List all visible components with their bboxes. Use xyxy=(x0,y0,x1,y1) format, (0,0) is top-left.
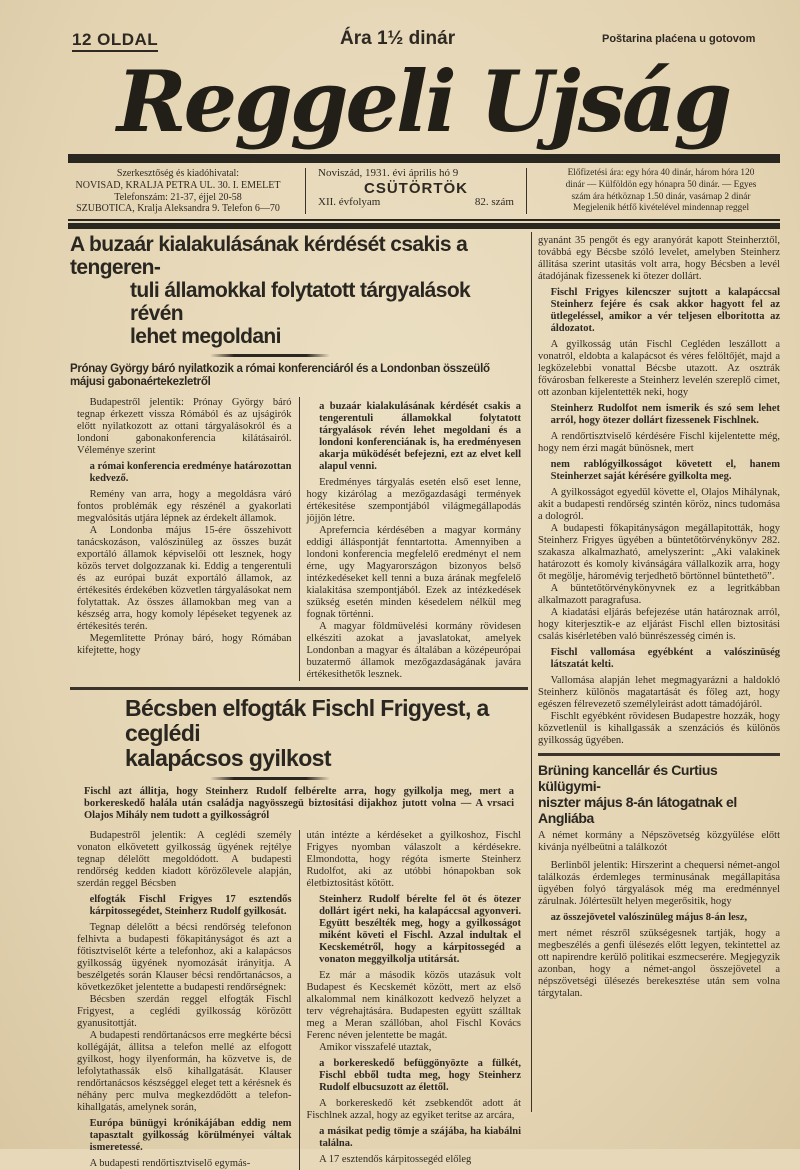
paragraph: Budapestről jelentik: Prónay György báró tegnap érkezett vissza Rómából és az ujságirók előtt nyilatkozott az ottani tárgyalásokról és a londoni gabonakonferencia kilátásairól. Véleménye szerint xyxy=(77,397,292,456)
article-headline xyxy=(70,233,528,348)
section-rule xyxy=(538,753,780,756)
article-headline xyxy=(70,696,528,771)
article-column xyxy=(70,397,299,681)
subscription-info xyxy=(536,168,786,215)
article-deck: A német kormány a Népszövetség közgyülése előtt kivánja nyélbeütni a találkozót xyxy=(538,830,780,853)
paragraph: Eredményes tárgyalás esetén első eset lenne, hogy kizárólag a mezőgazdasági termények értékesitése szempontjából világmegállapodás jöjjön létre. xyxy=(306,477,521,524)
paragraph: Ez már a második közös utazásuk volt Budapest és Kecskemét között, mert az első alkalommal nem kinálkozott kedvező helyzet a terv végrehajtására. Budapesten együtt szálltak meg a Meran szállóban, ahol Fischl Kovács Ferenc néven jelentette be magát. xyxy=(306,970,521,1041)
left-section xyxy=(70,233,528,1170)
right-section xyxy=(538,235,780,1000)
dateline: Noviszád, 1931. évi április hó 9 xyxy=(318,167,459,179)
emphasized-paragraph: Európa bünügyi krónikájában eddig nem tapasztalt gyilkosság körülményei váltak ismeretessé. xyxy=(89,1118,292,1153)
emphasized-paragraph: Fischl vallomása egyébként a valószinüség látszatát kelti. xyxy=(550,647,780,670)
subscription-line: Megjelenik hétfő kivételével mindennap reggel xyxy=(572,203,750,214)
issue-number: 82. szám xyxy=(474,195,514,208)
masthead-logo: Reggeli Ujság xyxy=(116,52,730,151)
headline-line: Brüning kancellár és Curtius külügymi- xyxy=(538,762,718,794)
paragraph: A gyilkosság után Fischl Cegléden leszállott a vonatról, eldobta a kalapácsot és véres felöltőjét, majd a legközelebbi vonattal Bécsbe utazott. Az osztrák fővárosban felkereste a Steinherz levelén szereplő cimet, ott azonban kijelentették neki, hogy xyxy=(538,339,780,398)
paragraph: A kiadatási eljárás befejezése után határoznak arról, hogy kiterjesztik-e az eljárást Fischl ellen biztositási csalás kisérletében való bünrészesség cimén is. xyxy=(538,607,780,642)
section-rule xyxy=(70,687,528,690)
paragraph: A budapesti rendőrtisztviselő egymás- xyxy=(89,1158,251,1169)
paragraph: A büntetőtörvénykönyvnek ez a legritkábban alkalmazott paragrafusa. xyxy=(538,583,780,606)
volume: XII. évfolyam xyxy=(318,195,381,208)
paragraph: Vallomása alapján lehet megmagyarázni a haldokló Steinherz különös magatartását és főleg azt, hogy egészen félrevezető személyleirást adott támadójáról. xyxy=(538,675,780,710)
editorial-line: Telefonszám: 21-37, éjjel 20-58 xyxy=(114,191,242,203)
emphasized-paragraph: a buzaár kialakulásának kérdését csakis a tengerentuli államokkal folytatott tárgyalások révén lehet megoldani és a londoni konferenciának is, ha eredményesen akarja müködését befejezni, ezt az elvet kell alapul venni. xyxy=(319,401,521,472)
article-column xyxy=(538,235,780,747)
editorial-line: NOVISAD, KRALJA PETRA UL. 30. I. EMELET xyxy=(75,179,281,191)
article-column xyxy=(299,830,529,1170)
emphasized-paragraph: a római konferencia eredménye határozottan kedvező. xyxy=(89,461,292,484)
paragraph: A Londonba május 15-ére összehivott tanácskozáson, valószinüleg az összes buzát exportáló államok képviselői ott lesznek, hogy közös tervet dolgozzanak ki. Eddig a tengerentuli és az európai buzát exportáló államok, az értékesités érdekében közvetlen tárgyalásokat nem folytattak. Az összes államokban meg van a készség arra, hogy komoly lépéseket tegyenek az értékesités terén. xyxy=(77,525,292,632)
header-bar xyxy=(68,223,780,229)
divider xyxy=(526,168,527,214)
editorial-line: Szerkesztőség és kiadóhivatal: xyxy=(116,168,240,179)
paragraph: Budapestről jelentik: A ceglédi személy vonaton elkövetett gyilkosság ügyének rejtélye tegnap délelőtt megoldódott. A budapesti rendőrség kedden kiadott körözőlevele alapján, szerdán reggel Bécsben xyxy=(77,830,292,889)
editorial-line: SZUBOTICA, Kralja Aleksandra 9. Telefon 6—70 xyxy=(76,203,280,215)
paragraph: Remény van arra, hogy a megoldásra váró fontos problémák egy részénél a gyakorlati megvalósitás utjára lépnek az érdekelt államok. xyxy=(77,489,292,524)
headline-line: tuli államokkal folytatott tárgyalások révén xyxy=(130,279,471,325)
subscription-line: Előfizetési ára: egy hóra 40 dinár, három hóra 120 xyxy=(567,168,755,178)
subscription-line: dinár — Külföldön egy hónapra 50 dinár. — Egyes xyxy=(565,179,757,190)
emphasized-paragraph: Steinherz Rudolfot nem ismerik és szó sem lehet arról, hogy ötezer dollárt fizessenek Fischlnek. xyxy=(550,403,780,426)
article-column xyxy=(299,397,529,681)
paragraph: A magyar földmüvelési kormány rövidesen elkésziti azokat a javaslatokat, amelyek Londonban a magyar és általában a középeurópai buzatermő államok mezőgazdaságának javára értékesithetők lesznek. xyxy=(306,621,521,680)
paragraph: után intézte a kérdéseket a gyilkoshoz, Fischl Frigyes nyomban válaszolt a kérdésekre. Elmondotta, hogy régóta ismerte Steinherz Rudolfot, aki az utóbbi hónapokban sok életbiztositást kötött. xyxy=(306,830,521,889)
paragraph: A gyilkosságot egyedül követte el, Olajos Mihálynak, akit a budapesti rendőrség szintén köröz, nincs tudomása a dologról. xyxy=(538,487,780,522)
paragraph: A borkereskedő két zsebkendőt adott át Fischlnek azzal, hogy az egyiket teritse az arcára, xyxy=(306,1098,521,1121)
weekday: CSÜTÖRTÖK xyxy=(364,179,468,197)
ornament-rule xyxy=(210,354,330,357)
paragraph: Fischlt egyébként rövidesen Budapestre hozzák, hogy közvetlenül is kihallgassák a szenzációs és különös gyilkosság ügyében. xyxy=(538,711,780,746)
article-column xyxy=(70,830,299,1170)
paragraph: A 17 esztendős kárpitossegéd előleg xyxy=(319,1154,472,1165)
article-subhead xyxy=(70,363,528,389)
masthead-bar xyxy=(68,154,780,163)
paragraph: Megemlitette Prónay báró, hogy Rómában kifejtette, hogy xyxy=(77,633,292,656)
paragraph: Bécsben szerdán reggel elfogták Fischl Frigyest, a ceglédi gyilkosság körözött gyanusitottját. xyxy=(77,994,292,1029)
emphasized-paragraph: Steinherz Rudolf bérelte fel öt és ötezer dollárt igért neki, ha kalapáccsal agyonveri. Együtt beszélték meg, hogy a gyilkosságot miként követi el Fischl. Azzal indultak el Kecskemétről, hogy a kárpitossegéd a vonaton meggyilkolja utitársát. xyxy=(319,894,521,965)
paragraph: A budapesti rendőrtanácsos erre megkérte bécsi kollégáját, állitsa a telefon mellé az elfogott gyilkost, hogy ilyenformán, ha közvetve is, de lefolytathassák első kihallgatását. Klauser rendőrtanácsos készséggel eleget tett a kérésnek és néhány perc mulva megkezdődött a telefon-kihallgatás, amelynek során, xyxy=(77,1030,292,1113)
paragraph: A rendőrtisztviselő kérdésére Fischl kijelentette még, hogy nem érzi magát bünösnek, mert xyxy=(538,431,780,454)
issue-info xyxy=(318,168,514,209)
article-column xyxy=(538,860,780,1000)
column-divider xyxy=(531,232,532,1112)
headline-line: kalapácsos gyilkost xyxy=(125,745,331,771)
subhead-line: májusi gabonaértekezletről xyxy=(70,376,211,388)
emphasized-paragraph: nem rablógyilkosságot követett el, hanem Steinherzet saját kérésére gyilkolta meg. xyxy=(550,459,780,482)
headline-line: lehet megoldani xyxy=(130,325,281,348)
paragraph: A budapesti főkapitányságon megállapitották, hogy Steinherz Frigyes ügyében a büntetőtörvénykönyv 282. szakasza alkalmazható, amelyszerint: „Aki valakinek határozott és komoly kivánságára vállalkozik arra, hogy őt megölje, háromévig terjedhető börtönnel büntethető”. xyxy=(538,523,780,582)
headline-line: niszter május 8-án látogatnak el Angliába xyxy=(538,794,737,826)
subscription-line: szám ára hétköznap 1.50 dinár, vasárnap 2 dinár xyxy=(571,191,751,202)
paragraph: gyanánt 35 pengőt és egy aranyórát kapott Steinherztől, továbbá egy Bécsbe szóló levelet, amelyben Steinherz állitása szerint utasitás volt arra, hogy Bécsben a levél átadójának fizessenek ki ötezer dollárt. xyxy=(538,235,780,282)
editorial-office-info xyxy=(58,168,298,215)
page-number: 12 OLDAL xyxy=(72,30,158,52)
emphasized-paragraph: Fischl Frigyes kilencszer sujtott a kalapáccsal Steinherz fejére és csak akkor hagyott fel az ütlegeléssel, amikor a vér teljesen elboritotta az áldozatot. xyxy=(550,287,780,334)
postage-note: Poštarina plaćena u gotovom xyxy=(602,33,756,45)
article-columns xyxy=(70,397,528,681)
paragraph: Tegnap délelőtt a bécsi rendőrség telefonon felhivta a budapesti főkapitányságot és azt a főtisztviselőt kérte a telefonhoz, aki a kalapácsos gyilkosság ügyének nyomozását irányitja. A beszélgetés során Klauser bécsi rendőrtanácsos, a következőket jelentette a budapesti rendőrségnek: xyxy=(77,922,292,993)
headline-line: A buzaár kialakulásának kérdését csakis a tengeren- xyxy=(70,233,468,279)
article-headline xyxy=(538,762,780,826)
header-rule xyxy=(68,219,780,221)
price: Ára 1½ dinár xyxy=(340,28,456,49)
divider xyxy=(305,168,306,214)
emphasized-paragraph: a másikat pedig tömje a szájába, ha kiabálni találna. xyxy=(319,1126,521,1149)
paragraph: Berlinből jelentik: Hirszerint a chequersi német-angol találkozás érdemleges terminusának megállapitása ügyében folyó tárgyalások még ma eredménnyel zárulnak. Jólértesült helyen megerősitik, hogy xyxy=(538,860,780,907)
article-columns xyxy=(70,830,528,1170)
emphasized-paragraph: elfogták Fischl Frigyes 17 esztendős kárpitossegédet, Steinherz Rudolf gyilkosát. xyxy=(89,894,292,917)
paragraph: mert német részről szükségesnek tartják, hogy a megbeszélés a genfi ülésezés előtt legyen, tekintettel az ott napirendre kerülő politikai eszmecserére. Megjegyzik azonban, hogy a német-angol összejövetel a népszövetségi ülésezés berekesztése után sem volna tárgytalan. xyxy=(538,928,780,999)
headline-line: Bécsben elfogták Fischl Frigyest, a ceglédi xyxy=(125,695,489,746)
ornament-rule xyxy=(210,777,330,780)
emphasized-paragraph: a borkereskedő befüggönyözte a fülkét, Fischl ebből tudta meg, hogy Steinherz Rudolf elbucsuzott az élettől. xyxy=(319,1058,521,1093)
emphasized-paragraph: az összejövetel valószinüleg május 8-án lesz, xyxy=(550,912,748,923)
subhead-line: Prónay György báró nyilatkozik a római konferenciáról és a Londonban összeülő xyxy=(70,363,490,375)
paragraph: Amikor visszafelé utaztak, xyxy=(319,1042,432,1053)
article-deck: Fischl azt állitja, hogy Steinherz Rudolf felbérelte arra, hogy gyilkolja meg, mert a borkereskedő halála után családja nagyösszegü biztositási dijakhoz jutott volna — A vrsaci Olajos Mihály nem tudott a gyilkosságról xyxy=(84,786,514,821)
paragraph: Apreferncia kérdésében a magyar kormány eddigi álláspontját fenntartotta. Amennyiben a londoni konferencia megfelelő eredményt el nem érne, ugy Magyarországon bizonyos belső intézkedéseket kell tenni a buza árának megfelelő kialakitása szempontjából. Ezek az intézkedések szükség esetén minden késedelem nélkül meg fognak történni. xyxy=(306,525,521,620)
